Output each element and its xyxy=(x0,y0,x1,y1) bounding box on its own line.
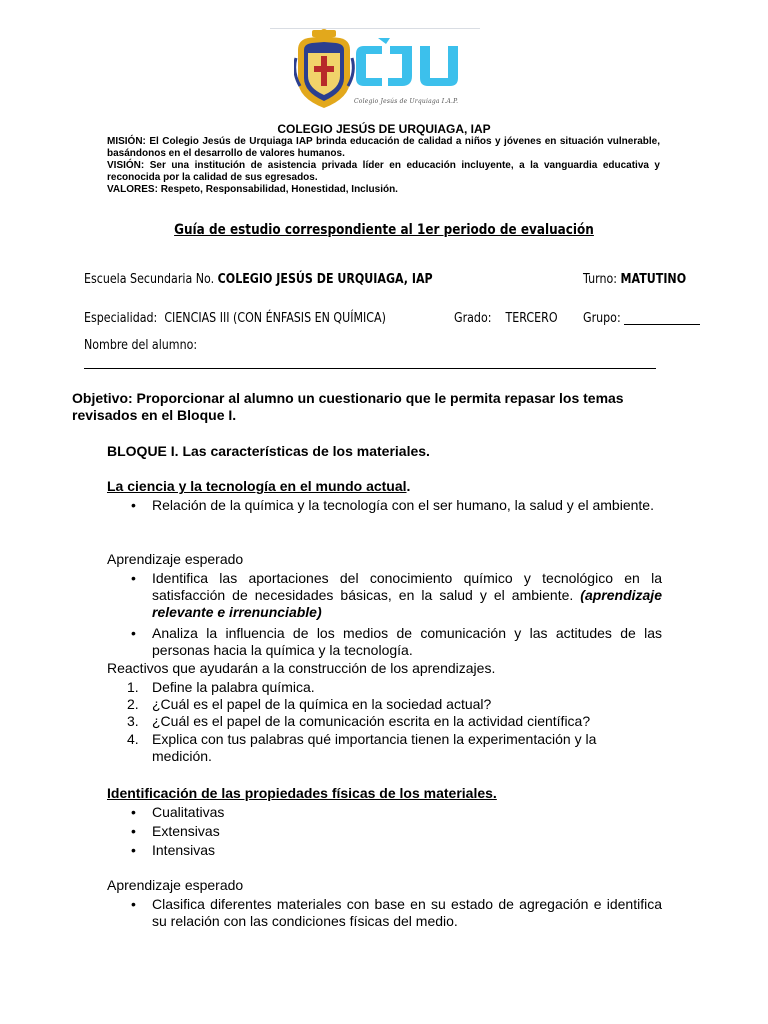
cju-wordmark xyxy=(356,38,458,86)
especialidad-row xyxy=(84,310,386,326)
turno-row xyxy=(583,271,686,287)
bloque-title: BLOQUE I. Las características de los materiales. xyxy=(107,443,430,459)
mission-text: MISIÓN: El Colegio Jesús de Urquiaga IAP brinda educación de calidad a niños y jóvenes en situación vulnerable, basándonos en el desarrollo de valores humanos. xyxy=(107,136,660,159)
turno-label: Turno: xyxy=(583,271,617,287)
question-4: Explica con tus palabras qué importancia tienen la experimentación y la medición. xyxy=(152,731,597,764)
grado-label: Grado: xyxy=(454,310,492,326)
grupo-row xyxy=(583,310,621,326)
section2-title: Identificación de las propiedades físicas de los materiales. xyxy=(107,785,497,801)
bullet-icon: • xyxy=(131,570,136,586)
bullet-icon: • xyxy=(131,625,136,641)
question-2: ¿Cuál es el papel de la química en la sociedad actual? xyxy=(152,696,492,712)
grupo-blank-line[interactable] xyxy=(624,324,700,325)
aprendizaje-item-2: Analiza la influencia de los medios de comunicación y las actitudes de las personas hacia la química y la tecnología. xyxy=(152,625,662,658)
guide-title: Guía de estudio correspondiente al 1er periodo de evaluación xyxy=(174,222,594,238)
nombre-row xyxy=(84,337,197,353)
crest-and-cju-logo xyxy=(294,28,470,108)
property-item: Cualitativas xyxy=(152,804,225,820)
question-number: 4. xyxy=(127,731,139,747)
crest-icon xyxy=(295,29,354,108)
objective-text: Objetivo: Proporcionar al alumno un cuestionario que le permita repasar los temas revisados en el Bloque I. xyxy=(72,390,624,423)
school-name: COLEGIO JESÚS DE URQUIAGA, IAP xyxy=(277,122,491,136)
logo-tagline: Colegio Jesús de Urquiaga I.A.P. xyxy=(354,98,459,105)
especialidad-label: Especialidad: xyxy=(84,310,158,326)
nombre-label: Nombre del alumno: xyxy=(84,337,198,353)
section1-bullet: Relación de la química y la tecnología con el ser humano, la salud y el ambiente. xyxy=(152,497,654,513)
section1-title: La ciencia y la tecnología en el mundo actual. xyxy=(107,478,411,494)
reactivos-label: Reactivos que ayudarán a la construcción de los aprendizajes. xyxy=(107,660,496,676)
especialidad-value: CIENCIAS III (CON ÉNFASIS EN QUÍMICA) xyxy=(164,310,386,326)
section1-title-text: La ciencia y la tecnología en el mundo actual xyxy=(107,478,407,494)
bullet-icon: • xyxy=(131,896,136,912)
question-number: 2. xyxy=(127,696,139,712)
aprendizaje-item-1: Identifica las aportaciones del conocimiento químico y tecnológico en la satisfacción de necesidades básicas, en la salud y el ambiente. (aprendizaje relevante e irrenunciable) xyxy=(152,570,662,620)
values-text: VALORES: Respeto, Responsabilidad, Honestidad, Inclusión. xyxy=(107,184,398,195)
question-3: ¿Cuál es el papel de la comunicación escrita en la actividad científica? xyxy=(152,713,591,729)
school-logo xyxy=(294,28,470,108)
property-item: Intensivas xyxy=(152,842,216,858)
escuela-row xyxy=(84,271,433,287)
bullet-icon: • xyxy=(131,804,136,820)
aprendizaje-item-3: Clasifica diferentes materiales con base en su estado de agregación e identifica su relación con las condiciones físicas del medio. xyxy=(152,896,662,929)
bullet-icon: • xyxy=(131,497,136,513)
nombre-blank-line[interactable] xyxy=(84,368,656,369)
grado-value: TERCERO xyxy=(505,310,558,326)
grado-row xyxy=(454,310,558,326)
escuela-value: COLEGIO JESÚS DE URQUIAGA, IAP xyxy=(217,271,433,287)
property-item: Extensivas xyxy=(152,823,220,839)
aprendizaje-emphasis: (aprendizaje relevante e irrenunciable) xyxy=(152,587,662,620)
turno-value: MATUTINO xyxy=(620,271,687,287)
escuela-label: Escuela Secundaria No. xyxy=(84,271,215,287)
aprendizaje-label-2: Aprendizaje esperado xyxy=(107,877,244,893)
question-number: 1. xyxy=(127,679,139,695)
aprendizaje-label-1: Aprendizaje esperado xyxy=(107,551,244,567)
question-number: 3. xyxy=(127,713,139,729)
grupo-label: Grupo: xyxy=(583,310,621,326)
question-1: Define la palabra química. xyxy=(152,679,315,695)
vision-text: VISIÓN: Ser una institución de asistencia privada líder en educación incluyente, a la vanguardia educativa y reconocida por la calidad de sus egresados. xyxy=(107,160,660,183)
bullet-icon: • xyxy=(131,842,136,858)
bullet-icon: • xyxy=(131,823,136,839)
